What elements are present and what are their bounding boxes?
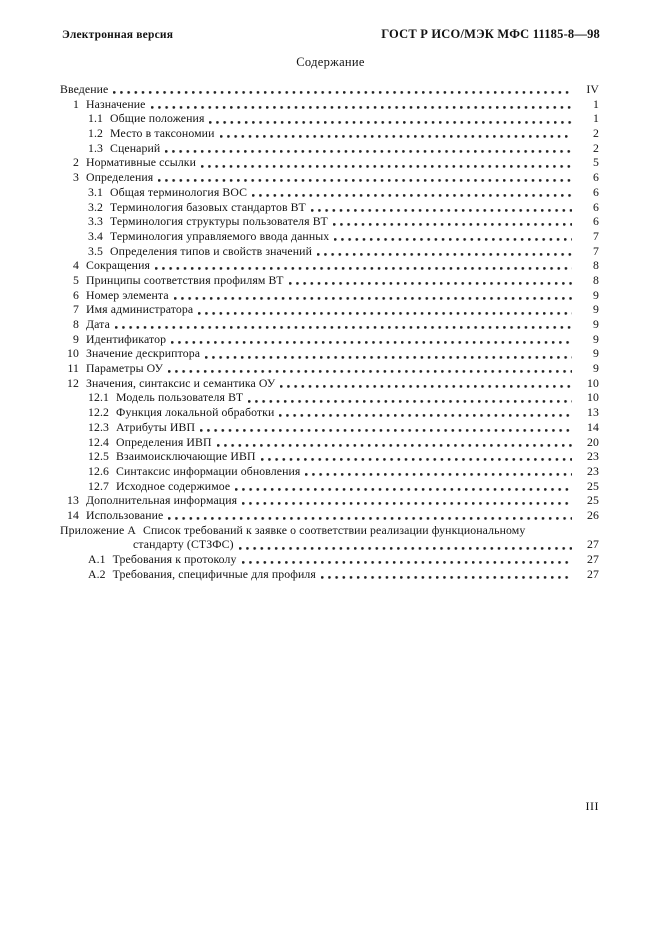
toc-entry xyxy=(60,185,599,200)
dot-leader xyxy=(242,561,572,564)
dot-leader xyxy=(209,121,572,124)
toc-entry xyxy=(60,214,599,229)
toc-page-number: 8 xyxy=(593,272,599,287)
toc-entry xyxy=(60,361,599,376)
toc-entry-label: Модель пользователя ВТ xyxy=(116,390,244,405)
toc-entry-number: 14 xyxy=(67,507,79,522)
dot-leader xyxy=(289,282,572,285)
toc-entry-number: 6 xyxy=(73,287,79,302)
toc-entry-label: Значение дескриптора xyxy=(86,346,201,361)
dot-leader xyxy=(242,502,572,505)
dot-leader xyxy=(155,267,572,270)
toc-entry xyxy=(60,449,599,464)
toc-entry-label: Терминология структуры пользователя ВТ xyxy=(110,214,328,229)
toc-entry xyxy=(60,479,599,494)
toc-entry xyxy=(60,97,599,112)
dot-leader xyxy=(174,297,572,300)
dot-leader xyxy=(279,414,572,417)
toc-entry-label: Нормативные ссылки xyxy=(86,155,197,170)
toc-page-number: 25 xyxy=(587,478,599,493)
toc-entry-label: Синтаксис информации обновления xyxy=(116,463,301,478)
dot-leader xyxy=(311,209,572,212)
toc-entry-number: 12.6 xyxy=(88,463,110,478)
toc-entry-number: 7 xyxy=(73,302,79,317)
toc-page-number: 6 xyxy=(593,170,599,185)
toc-entry-label: Параметры ОУ xyxy=(86,361,164,376)
dot-leader xyxy=(239,547,572,550)
toc-page-number: 7 xyxy=(593,228,599,243)
toc-entry xyxy=(60,229,599,244)
toc-entry-number: 12.4 xyxy=(88,434,110,449)
toc-entry xyxy=(60,273,599,288)
toc-page-number: 2 xyxy=(593,126,599,141)
toc-entry xyxy=(60,523,599,538)
toc-entry-label: Дополнительная информация xyxy=(86,493,238,508)
toc-entry-label: Требования, специфичные для профиля xyxy=(112,566,316,581)
toc-entry xyxy=(60,464,599,479)
toc-title: Содержание xyxy=(296,55,365,69)
toc-page-number: 6 xyxy=(593,184,599,199)
toc-entry-number: 11 xyxy=(67,361,79,376)
toc-page-number: 2 xyxy=(593,140,599,155)
toc-entry-number: 1.2 xyxy=(88,126,104,141)
toc-entry-label: Значения, синтаксис и семантика ОУ xyxy=(86,375,276,390)
dot-leader xyxy=(217,444,572,447)
toc-entry xyxy=(60,317,599,332)
toc-page-number: 23 xyxy=(587,463,599,478)
toc-entry-number: А.2 xyxy=(88,566,106,581)
toc-entry-label: Требования к протоколу xyxy=(112,552,237,566)
toc-entry-number: 13 xyxy=(67,493,79,508)
toc-entry xyxy=(60,332,599,347)
toc-page-number: 10 xyxy=(587,375,599,390)
toc-entry-label: Номер элемента xyxy=(86,287,169,302)
toc-entry-label: Место в таксономии xyxy=(110,126,215,141)
toc-entry-number: 4 xyxy=(73,258,79,273)
toc-entry-number: 10 xyxy=(67,346,79,361)
toc-entry-number: Приложение А xyxy=(60,522,136,537)
toc-entry xyxy=(60,537,599,552)
toc-entry-label: Принципы соответствия профилям ВТ xyxy=(86,272,284,287)
toc-entry-number: 9 xyxy=(73,331,79,346)
dot-leader xyxy=(168,517,572,520)
dot-leader xyxy=(317,253,572,256)
toc-entry-number: 8 xyxy=(73,317,79,331)
toc-entry-label: стандарту (СТЗФС) xyxy=(133,537,234,552)
toc-page-number: 9 xyxy=(593,317,599,331)
toc-entry-label: Терминология базовых стандартов ВТ xyxy=(110,199,306,214)
dot-leader xyxy=(205,356,572,359)
toc-entry xyxy=(60,435,599,450)
toc-page-number: 14 xyxy=(587,419,599,434)
toc-entry-label: Введение xyxy=(60,82,109,96)
dot-leader xyxy=(200,429,572,432)
toc-page-number: 20 xyxy=(587,434,599,449)
toc-page-number: 27 xyxy=(587,552,599,566)
toc-entry-number: 1 xyxy=(73,96,79,111)
toc-entry-label: Идентификатор xyxy=(86,331,167,346)
toc-entry-label: Определения ИВП xyxy=(116,434,212,449)
toc-entry xyxy=(60,552,599,567)
toc-entry-label: Атрибуты ИВП xyxy=(116,419,196,434)
toc-entry-number: 12 xyxy=(67,375,79,390)
toc-entry-label: Исходное содержимое xyxy=(116,478,231,493)
toc-entry-label: Сценарий xyxy=(110,140,161,155)
header-edition-label: Электронная версия xyxy=(62,29,174,41)
toc-page-number: 1 xyxy=(593,111,599,126)
dot-leader xyxy=(305,473,572,476)
toc-entry-label: Общая терминология ВОС xyxy=(110,184,248,199)
dot-leader xyxy=(198,312,572,315)
footer-page-number: III xyxy=(585,799,599,813)
toc-entry xyxy=(60,244,599,259)
dot-leader xyxy=(280,385,572,388)
toc-entry-number: А.1 xyxy=(88,552,106,566)
toc-entry-number: 3.5 xyxy=(88,243,104,258)
toc-entry-number: 3.1 xyxy=(88,184,104,199)
toc-entry-number: 3.4 xyxy=(88,228,104,243)
toc-entry-number: 1.3 xyxy=(88,140,104,155)
dot-leader xyxy=(151,106,572,109)
toc-entry-label: Взаимоисключающие ИВП xyxy=(116,449,256,464)
toc-entry-number: 12.3 xyxy=(88,419,110,434)
table-of-contents xyxy=(60,82,599,581)
dot-leader xyxy=(333,223,572,226)
toc-entry xyxy=(60,200,599,215)
toc-entry-label: Список требований к заявке о соответствии реализации функциональному xyxy=(143,522,526,537)
toc-page-number: 9 xyxy=(593,287,599,302)
toc-entry xyxy=(60,567,599,582)
toc-entry-label: Терминология управляемого ввода данных xyxy=(110,228,330,243)
toc-entry-label: Имя администратора xyxy=(86,302,194,317)
toc-page-number: 5 xyxy=(593,155,599,170)
toc-entry xyxy=(60,288,599,303)
dot-leader xyxy=(248,400,572,403)
dot-leader xyxy=(113,91,572,94)
toc-entry-number: 3.3 xyxy=(88,214,104,229)
toc-entry-label: Сокращения xyxy=(86,258,151,273)
toc-page-number: 25 xyxy=(587,493,599,508)
toc-entry xyxy=(60,508,599,523)
toc-page-number: 26 xyxy=(587,507,599,522)
dot-leader xyxy=(158,179,572,182)
toc-entry xyxy=(60,405,599,420)
toc-entry-number: 3.2 xyxy=(88,199,104,214)
toc-entry xyxy=(60,346,599,361)
toc-entry-number: 12.1 xyxy=(88,390,110,405)
dot-leader xyxy=(321,576,572,579)
toc-page-number: 7 xyxy=(593,243,599,258)
dot-leader xyxy=(165,150,572,153)
toc-page-number: 27 xyxy=(587,566,599,581)
toc-page-number: 27 xyxy=(587,537,599,552)
toc-entry xyxy=(60,420,599,435)
toc-entry-number: 5 xyxy=(73,272,79,287)
toc-entry-label: Использование xyxy=(86,507,164,522)
toc-entry-number: 12.5 xyxy=(88,449,110,464)
dot-leader xyxy=(252,194,572,197)
dot-leader xyxy=(261,458,572,461)
toc-entry xyxy=(60,302,599,317)
toc-entry xyxy=(60,155,599,170)
toc-entry xyxy=(60,390,599,405)
toc-entry-number: 2 xyxy=(73,155,79,170)
toc-entry xyxy=(60,141,599,156)
dot-leader xyxy=(220,135,573,138)
toc-page-number: 13 xyxy=(587,405,599,420)
toc-page-number: 6 xyxy=(593,199,599,214)
toc-page-number: IV xyxy=(586,82,599,96)
toc-entry-label: Общие положения xyxy=(110,111,205,126)
toc-entry-number: 12.2 xyxy=(88,405,110,420)
toc-entry xyxy=(60,170,599,185)
toc-entry-number: 3 xyxy=(73,170,79,185)
dot-leader xyxy=(168,370,572,373)
toc-entry-label: Определения типов и свойств значений xyxy=(110,243,312,258)
toc-page-number: 9 xyxy=(593,361,599,376)
toc-entry-label: Определения xyxy=(86,170,154,185)
toc-page-number: 9 xyxy=(593,346,599,361)
toc-entry xyxy=(60,376,599,391)
toc-page-number: 23 xyxy=(587,449,599,464)
header-standard-designation: ГОСТ Р ИСО/МЭК МФС 11185-8—98 xyxy=(381,27,600,41)
toc-page-number: 6 xyxy=(593,214,599,229)
toc-entry xyxy=(60,111,599,126)
toc-page-number: 1 xyxy=(593,96,599,111)
dot-leader xyxy=(235,488,572,491)
toc-entry-number: 1.1 xyxy=(88,111,104,126)
page-header xyxy=(62,27,600,42)
toc-entry-label: Дата xyxy=(86,317,110,331)
dot-leader xyxy=(201,165,572,168)
toc-entry xyxy=(60,258,599,273)
toc-entry xyxy=(60,126,599,141)
toc-page-number: 8 xyxy=(593,258,599,273)
toc-entry xyxy=(60,82,599,97)
toc-entry-label: Функция локальной обработки xyxy=(116,405,275,420)
toc-entry-label: Назначение xyxy=(86,96,146,111)
toc-page-number: 9 xyxy=(593,331,599,346)
dot-leader xyxy=(334,238,572,241)
toc-entry-number: 12.7 xyxy=(88,478,110,493)
dot-leader xyxy=(115,326,572,329)
toc-entry xyxy=(60,493,599,508)
toc-page-number: 10 xyxy=(587,390,599,405)
dot-leader xyxy=(171,341,572,344)
toc-page-number: 9 xyxy=(593,302,599,317)
